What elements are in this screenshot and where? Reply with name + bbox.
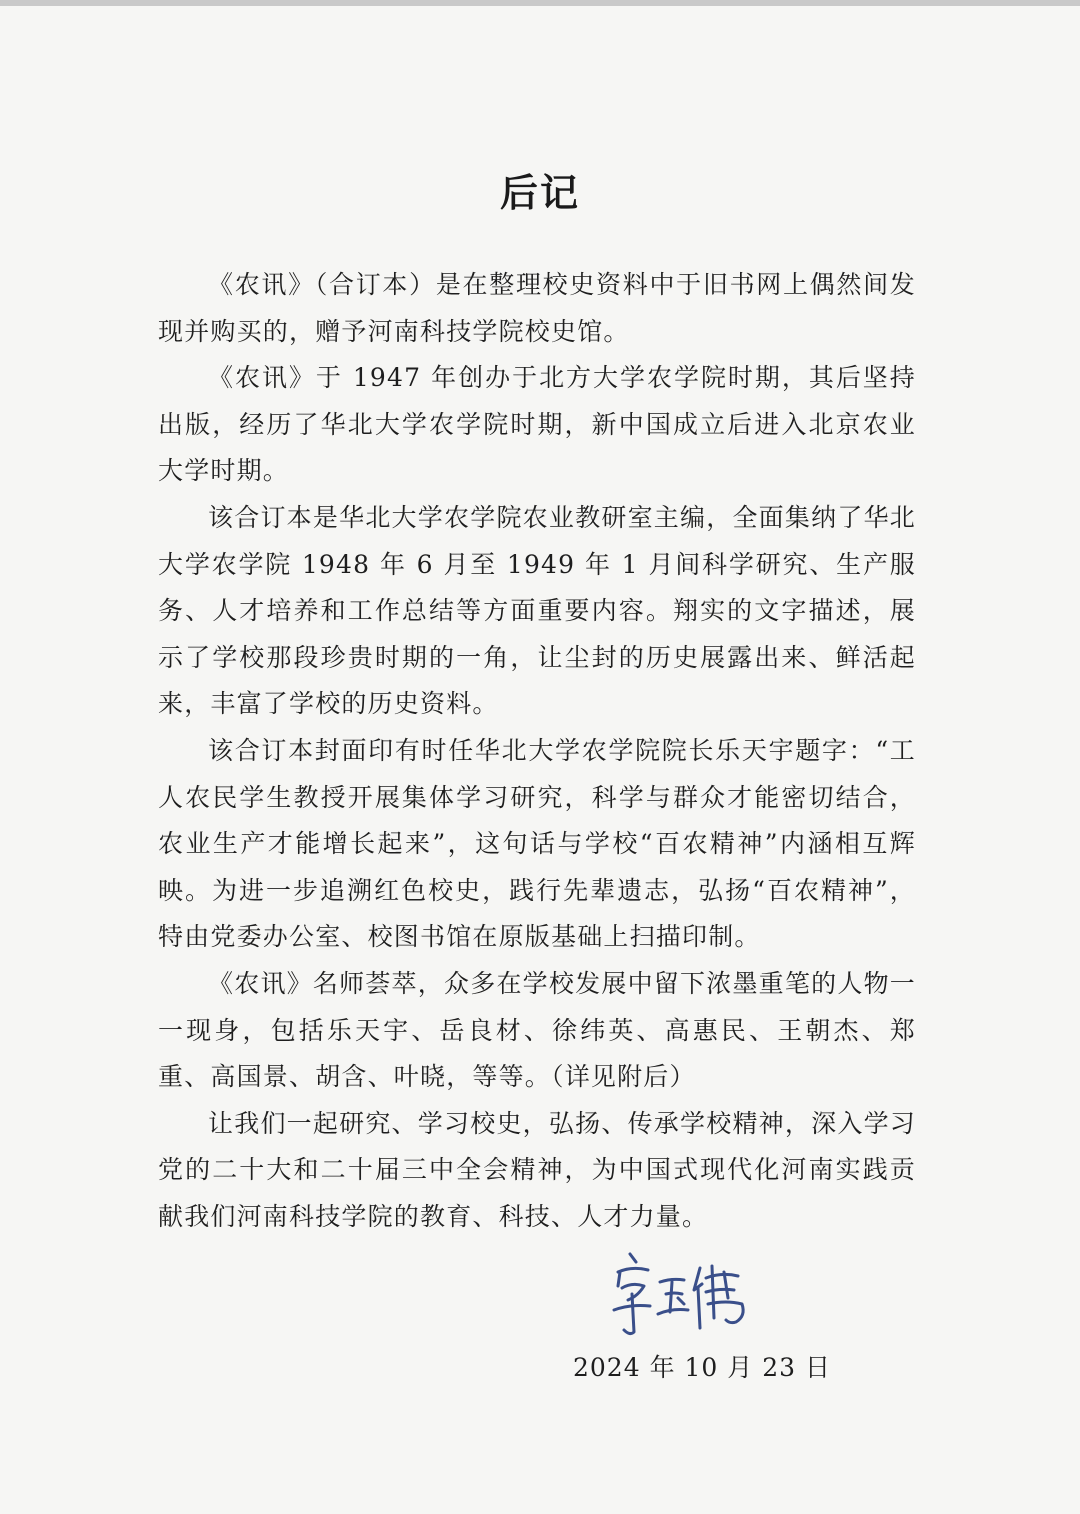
paragraph-4: 该合订本封面印有时任华北大学农学院院长乐天宇题字：“工人农民学生教授开展集体学习研究，科学与群众才能密切结合，农业生产才能增长起来”，这句话与学校“百农精神”内涵相互辉映。为进一步追溯红色校史，践行先辈遗志，弘扬“百农精神”，特由党委办公室、校图书馆在原版基础上扫描印制。 (158, 735, 916, 952)
signature-date: 2024 年 10 月 23 日 (573, 1353, 831, 1382)
paragraph-2: 《农讯》于 1947 年创办于北方大学农学院时期，其后坚持出版，经历了华北大学农学院时期，新中国成立后进入北京农业大学时期。 (158, 363, 916, 486)
handwritten-signature (608, 1248, 768, 1340)
paragraph-3: 该合订本是华北大学农学院农业教研室主编，全面集纳了华北大学农学院 1948 年 6 月至 1949 年 1 月间科学研究、生产服务、人才培养和工作总结等方面重要内容。翔实的文字描述，展示了学校那段珍贵时期的一角，让尘封的历史展露出来、鲜活起来，丰富了学校的历史资料。 (158, 502, 916, 719)
paragraph-6: 让我们一起研究、学习校史，弘扬、传承学校精神，深入学习党的二十大和二十届三中全会精神，为中国式现代化河南实践贡献我们河南科技学院的教育、科技、人才力量。 (158, 1108, 916, 1231)
scan-top-edge (0, 0, 1080, 6)
paragraph-1: 《农讯》（合订本）是在整理校史资料中于旧书网上偶然间发现并购买的，赠予河南科技学院校史馆。 (158, 270, 916, 346)
document-body (158, 262, 916, 1240)
document-title: 后记 (499, 171, 580, 215)
paragraph-5: 《农讯》名师荟萃，众多在学校发展中留下浓墨重笔的人物一一现身，包括乐天宇、岳良材、徐纬英、高惠民、王朝杰、郑重、高国景、胡含、叶晓，等等。（详见附后） (158, 968, 916, 1092)
